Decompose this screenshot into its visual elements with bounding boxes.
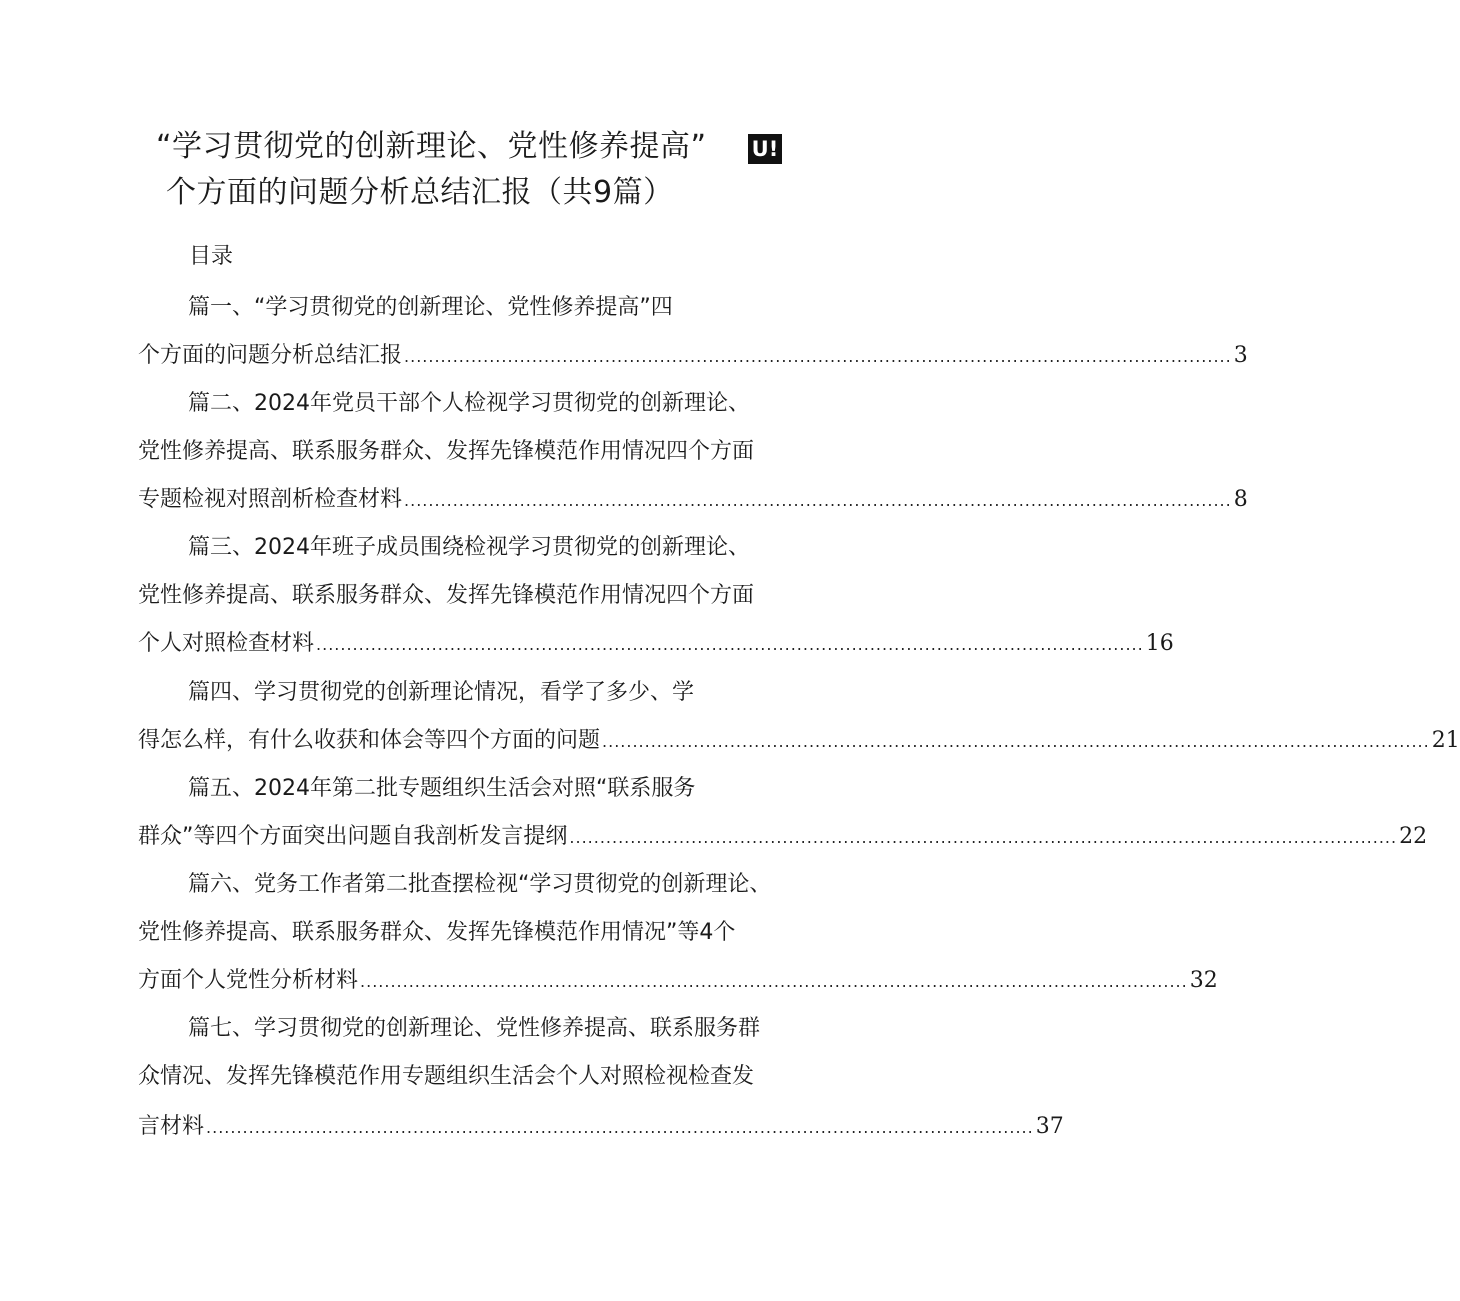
toc-entry-1-text: 个方面的问题分析总结汇报 <box>138 343 403 368</box>
toc-entry-6-line-1[interactable]: 篇六、党务工作者第二批查摆检视“学习贯彻党的创新理论、 <box>188 872 772 897</box>
title-badge: U! <box>748 134 782 164</box>
document-title-line-1 <box>0 122 920 172</box>
toc-entry-4-text: 得怎么样，有什么收获和体会等四个方面的问题 <box>138 728 601 753</box>
dot-leader: ........................................................................................................................................ <box>404 491 1232 510</box>
document-title-line-2 <box>0 168 920 218</box>
toc-entry-5-last-line[interactable] <box>138 814 1428 860</box>
toc-entry-5-line-1[interactable]: 篇五、2024年第二批专题组织生活会对照“联系服务 <box>188 776 696 801</box>
toc-entry-6-last-line[interactable] <box>138 958 1218 1004</box>
toc-entry-2-line-1[interactable]: 篇二、2024年党员干部个人检视学习贯彻党的创新理论、 <box>188 391 750 416</box>
dot-leader: ........................................................................................................................................ <box>404 347 1232 366</box>
toc-entry-3-page: 16 <box>1145 631 1174 656</box>
toc-entry-3-text: 个人对照检查材料 <box>138 631 315 656</box>
dot-leader: ........................................................................................................................................ <box>360 972 1188 991</box>
dot-leader: ........................................................................................................................................ <box>569 828 1398 847</box>
toc-entry-2-last-line[interactable] <box>138 477 1248 523</box>
toc-heading: 目录 <box>189 244 234 269</box>
toc-entry-2-page: 8 <box>1233 487 1248 512</box>
toc-entry-4-line-1[interactable]: 篇四、学习贯彻党的创新理论情况，看学了多少、学 <box>188 680 695 705</box>
dot-leader: ........................................................................................................................................ <box>206 1118 1034 1137</box>
toc-entry-1-page: 3 <box>1233 343 1248 368</box>
toc-entry-2-text: 专题检视对照剖析检查材料 <box>138 487 403 512</box>
toc-entry-7-page: 37 <box>1035 1114 1064 1139</box>
toc-entry-3-line-1[interactable]: 篇三、2024年班子成员围绕检视学习贯彻党的创新理论、 <box>188 535 750 560</box>
title-text: “学习贯彻党的创新理论、党性修养提高” <box>156 129 707 164</box>
toc-entry-4-page: 21 <box>1431 728 1460 753</box>
toc-entry-7-text: 言材料 <box>138 1114 205 1139</box>
toc-entry-5-text: 群众”等四个方面突出问题自我剖析发言提纲 <box>138 824 568 849</box>
toc-entry-4-last-line[interactable] <box>138 718 1460 764</box>
toc-entry-7-line-2[interactable]: 众情况、发挥先锋模范作用专题组织生活会个人对照检视检查发 <box>138 1064 755 1089</box>
toc-entry-3-line-2[interactable]: 党性修养提高、联系服务群众、发挥先锋模范作用情况四个方面 <box>138 583 755 608</box>
toc-entry-1-last-line[interactable] <box>138 333 1248 379</box>
toc-entry-7-last-line[interactable] <box>138 1104 1064 1150</box>
dot-leader: ........................................................................................................................................ <box>602 732 1430 751</box>
toc-entry-6-text: 方面个人党性分析材料 <box>138 968 359 993</box>
toc-entry-7-line-1[interactable]: 篇七、学习贯彻党的创新理论、党性修养提高、联系服务群 <box>188 1016 761 1041</box>
toc-entry-6-line-2[interactable]: 党性修养提高、联系服务群众、发挥先锋模范作用情况”等4个 <box>138 920 736 945</box>
toc-entry-5-page: 22 <box>1399 824 1428 849</box>
dot-leader: ........................................................................................................................................ <box>316 635 1144 654</box>
title-text: 个方面的问题分析总结汇报（共9篇） <box>166 175 674 210</box>
toc-entry-1-line-1[interactable]: 篇一、“学习贯彻党的创新理论、党性修养提高”四 <box>188 295 673 320</box>
toc-entry-2-line-2[interactable]: 党性修养提高、联系服务群众、发挥先锋模范作用情况四个方面 <box>138 439 755 464</box>
toc-entry-3-last-line[interactable] <box>138 621 1174 667</box>
toc-entry-6-page: 32 <box>1189 968 1218 993</box>
